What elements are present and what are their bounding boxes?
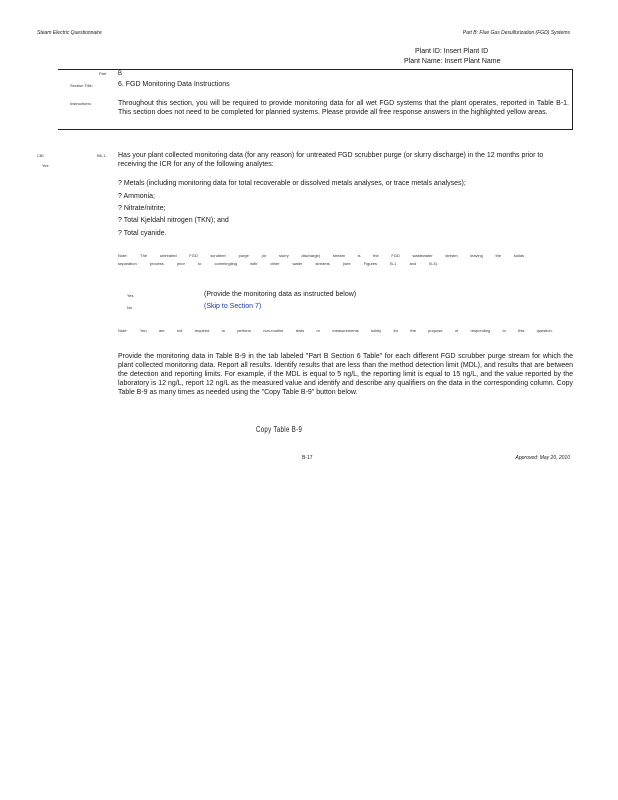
page-number: B-17 bbox=[302, 455, 313, 461]
note-word: (see bbox=[342, 261, 351, 266]
instructions-text: Throughout this section, you will be required to provide monitoring data for all wet FGD systems that the plant operates, reported in Table B-1. This section does not need to be completed for planned systems. Please provide all free response answers in the highlighted yellow areas. bbox=[118, 100, 569, 116]
note-word: B-1 bbox=[390, 261, 397, 266]
note-word: discharge) bbox=[301, 253, 321, 258]
note-word: untreated bbox=[159, 253, 177, 258]
note-word: separation bbox=[118, 261, 137, 266]
note-word: FGD bbox=[391, 253, 400, 258]
note-word: non-routine bbox=[263, 328, 284, 333]
note-word: (or bbox=[261, 253, 267, 258]
note-word: or bbox=[316, 328, 320, 333]
cbi-label: CBI bbox=[37, 153, 44, 158]
note-non-routine bbox=[118, 328, 553, 333]
note-word: wastewater bbox=[412, 253, 433, 258]
section-title-label: Section Title: bbox=[70, 83, 93, 88]
analyte-tkn: ? Total Kjeldahl nitrogen (TKN); and bbox=[118, 217, 229, 224]
approved-date: Approved: May 20, 2010 bbox=[515, 455, 570, 461]
note-word: purpose bbox=[428, 328, 443, 333]
note-word: prior bbox=[176, 261, 185, 266]
note-word: with bbox=[250, 261, 258, 266]
note-word: measurements bbox=[332, 328, 359, 333]
note-word: is bbox=[357, 253, 361, 258]
note-word: responding bbox=[470, 328, 491, 333]
note-word: water bbox=[292, 261, 303, 266]
note-word: the bbox=[495, 253, 502, 258]
note-word: purge bbox=[238, 253, 249, 258]
note-word: perform bbox=[237, 328, 251, 333]
cbi-checkbox-label[interactable]: Yes bbox=[42, 163, 49, 168]
note-word: streams bbox=[315, 261, 330, 266]
note-word: are bbox=[158, 328, 165, 333]
note-word: stream bbox=[332, 253, 345, 258]
analyte-ammonia: ? Ammonia; bbox=[118, 193, 155, 200]
header-left-title: Steam Electric Questionnaire bbox=[37, 30, 102, 36]
note-word: stream bbox=[445, 253, 458, 258]
note-word: B-3). bbox=[429, 261, 438, 266]
note-word: the bbox=[373, 253, 379, 258]
note-word: tests bbox=[295, 328, 305, 333]
question-number: B6-1. bbox=[97, 153, 107, 158]
question-text: Has your plant collected monitoring data (for any reason) for untreated FGD scrubber purge (or slurry discharge) in the 12 months prior to receiving the ICR for any of the following analytes: bbox=[118, 152, 544, 168]
skip-to-section-7-link[interactable]: (Skip to Section 7) bbox=[204, 303, 262, 310]
note-word: You bbox=[139, 328, 147, 333]
note-word: scrubber bbox=[210, 253, 226, 258]
note-word: solids bbox=[513, 253, 524, 258]
instructions-label: Instructions: bbox=[70, 101, 92, 106]
note-word: for bbox=[393, 328, 399, 333]
note-word: the bbox=[410, 328, 416, 333]
note-word: process bbox=[149, 261, 164, 266]
note-word: solely bbox=[370, 328, 382, 333]
analyte-cyanide: ? Total cyanide. bbox=[118, 230, 167, 237]
part-label: Part bbox=[99, 71, 107, 76]
part-value: B bbox=[118, 71, 123, 77]
note-word: not bbox=[176, 328, 183, 333]
note-word: this bbox=[518, 328, 525, 333]
copy-table-b9-button[interactable]: Copy Table B-9 bbox=[256, 425, 303, 434]
note-word: slurry bbox=[279, 253, 289, 258]
note-word: leaving bbox=[470, 253, 483, 258]
note-word: to bbox=[221, 328, 225, 333]
note-word: to bbox=[502, 328, 506, 333]
note-stream-line2 bbox=[118, 261, 438, 266]
option-yes-label[interactable]: Yes bbox=[127, 293, 134, 298]
note-word: Note: bbox=[118, 253, 128, 258]
analyte-nitrate: ? Nitrate/nitrite; bbox=[118, 205, 166, 212]
note-word: Figures bbox=[363, 261, 377, 266]
note-word: required bbox=[194, 328, 210, 333]
header-right-title: Part B: Flue Gas Desulfurization (FGD) Systems bbox=[462, 30, 570, 36]
note-word: to bbox=[198, 261, 202, 266]
note-word: question. bbox=[536, 328, 553, 333]
note-word: and bbox=[409, 261, 417, 266]
plant-id: Plant ID: Insert Plant ID bbox=[415, 48, 489, 55]
section-title: 6. FGD Monitoring Data Instructions bbox=[118, 81, 230, 88]
option-yes-action: (Provide the monitoring data as instructed below) bbox=[204, 291, 357, 298]
plant-name: Plant Name: Insert Plant Name bbox=[404, 58, 501, 65]
provide-data-instructions: Provide the monitoring data in Table B-9 in the tab labeled "Part B Section 6 Table" for each different FGD scrubber purge stream for which the plant collected monitoring data. Report all results. Identify results that are less than the method detection limit (MDL), and results that are between the detection and reporting limits. For example, if the MDL is equal to 5 ng/L, the reporting limit is equal to 15 ng/L, and the value reported by the laboratory is 12 ng/L, report 12 ng/L as the measured value and identify and describe any qualifiers on the data in the corresponding column. Copy Table B-9 as many times as needed using the "Copy Table B-9" button below. bbox=[118, 353, 573, 396]
note-word: FGD bbox=[189, 253, 198, 258]
note-word: commingling bbox=[214, 261, 237, 266]
note-word: The bbox=[140, 253, 148, 258]
note-word: Note: bbox=[118, 328, 128, 333]
note-word: other bbox=[270, 261, 280, 266]
note-word: of bbox=[454, 328, 459, 333]
analyte-metals: ? Metals (including monitoring data for total recoverable or dissolved metals analyses, or trace metals analyses); bbox=[118, 180, 466, 187]
option-no-label[interactable]: No bbox=[127, 305, 133, 310]
note-stream-line1 bbox=[118, 253, 524, 258]
